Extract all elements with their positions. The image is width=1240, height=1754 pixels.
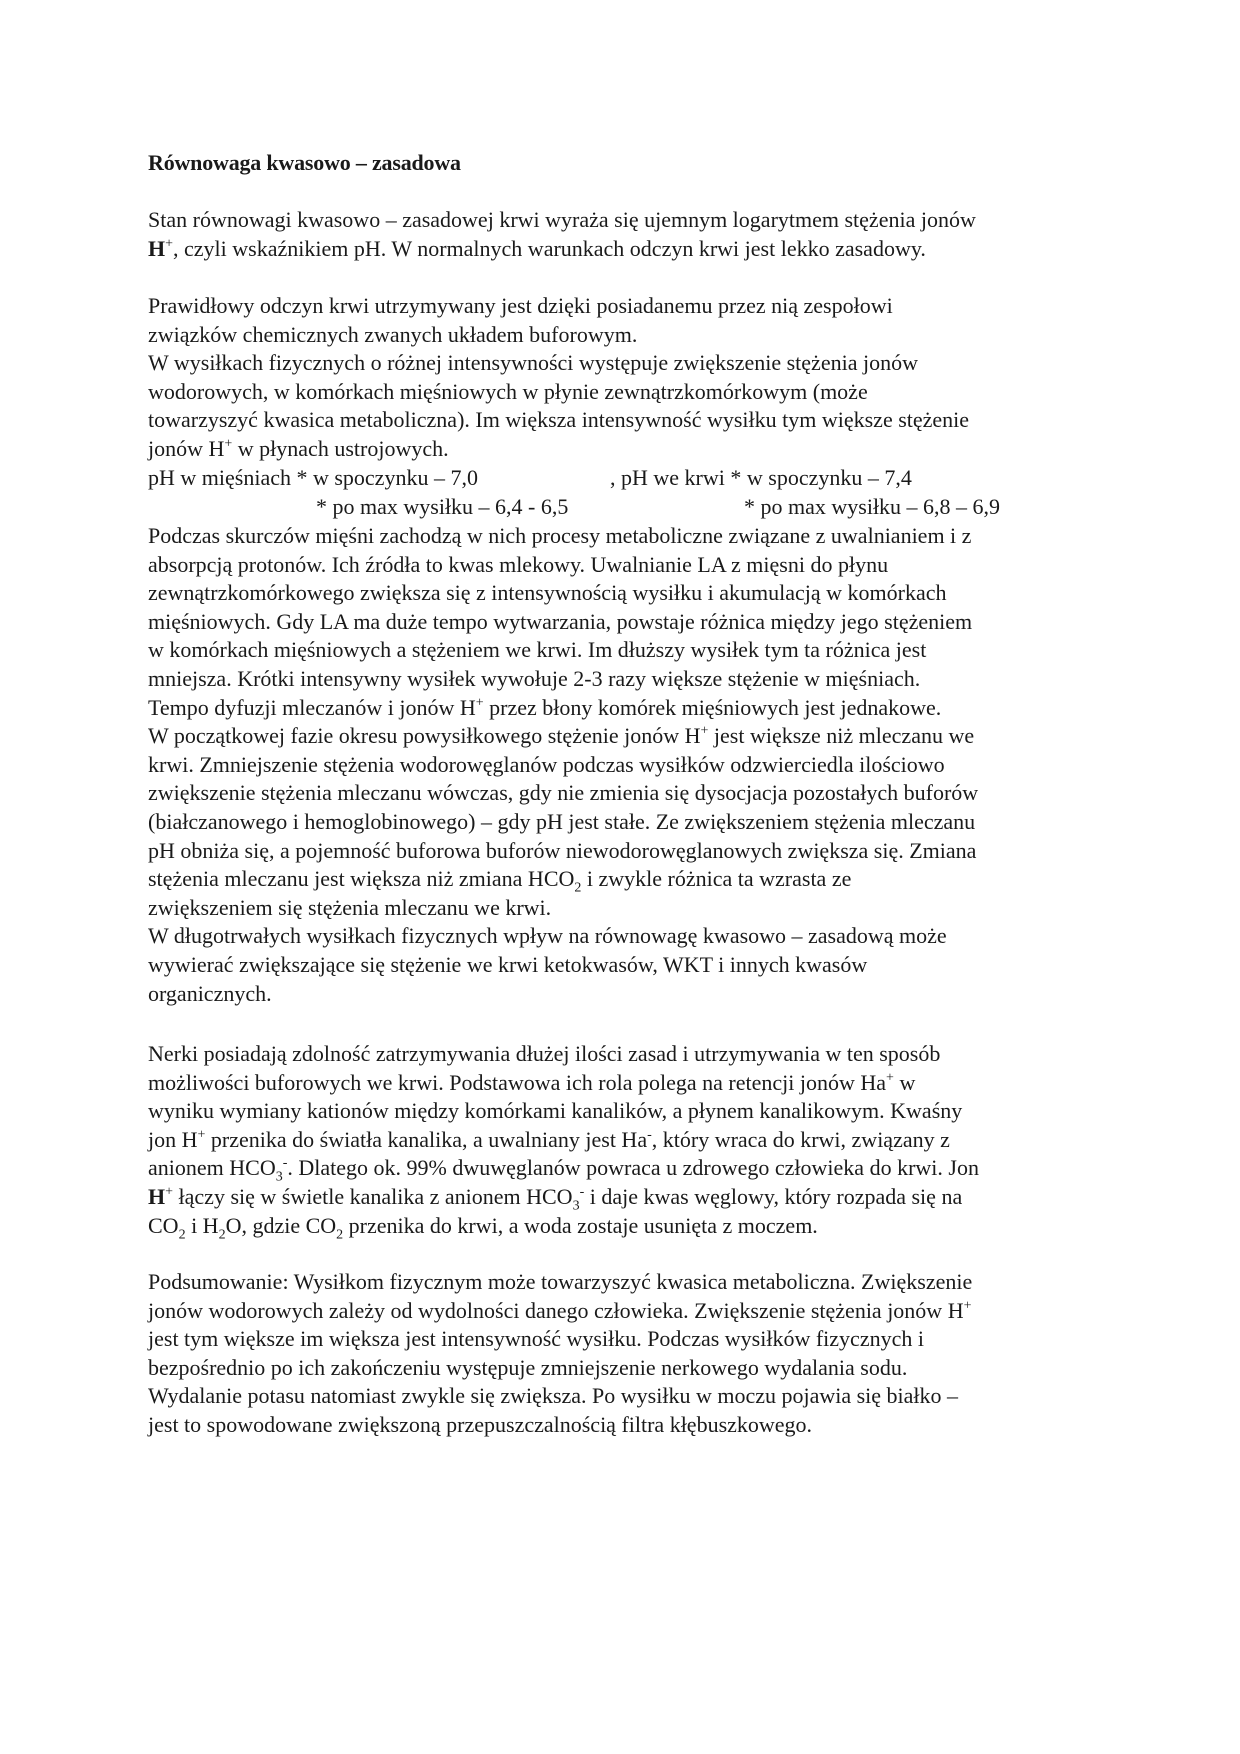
text-run: W początkowej fazie okresu powysiłkowego stężenie jonów H	[148, 723, 701, 749]
text-run: jon H	[148, 1126, 198, 1152]
subscript: 3	[572, 1198, 580, 1214]
text-run: łączy się w świetle kanalika z anionem HCO	[173, 1183, 573, 1209]
text-run: jonów wodorowych zależy od wydolności danego człowieka. Zwiększenie stężenia jonów H	[148, 1297, 964, 1323]
text-line: krwi. Zmniejszenie stężenia wodorowęglanów podczas wysiłków odzwierciedla ilościowo	[148, 751, 945, 777]
paragraph-muscle	[148, 522, 1098, 1008]
text-line: pH obniża się, a pojemność buforowa buforów niewodorowęglanowych zwiększa się. Zmiana	[148, 837, 977, 863]
text-line: Nerki posiadają zdolność zatrzymywania dłużej ilości zasad i utrzymywania w ten sposób	[148, 1041, 941, 1066]
text-line: (białczanowego i hemoglobinowego) – gdy pH jest stałe. Ze zwiększeniem stężenia mleczanu	[148, 808, 976, 834]
text-run: w płynach ustrojowych.	[232, 435, 449, 461]
text-line: jest tym większe im większa jest intensywność wysiłku. Podczas wysiłków fizycznych i	[148, 1326, 924, 1352]
superscript: -	[579, 1184, 585, 1200]
subscript: 2	[336, 1226, 344, 1242]
ph-muscle-rest: pH w mięśniach * w spoczynku – 7,0	[148, 465, 478, 490]
superscript: +	[224, 436, 233, 452]
text-line: W długotrwałych wysiłkach fizycznych wpływ na równowagę kwasowo – zasadową może	[148, 923, 947, 949]
text-run: jest większe niż mleczanu we	[708, 723, 975, 749]
text-run: . Dlatego ok. 99% dwuwęglanów powraca u zdrowego człowieka do krwi. Jon	[287, 1155, 979, 1181]
text-run: i daje kwas węglowy, który rozpada się na	[584, 1183, 963, 1209]
text-line: jest to spowodowane zwiększoną przepuszczalnością filtra kłębuszkowego.	[148, 1411, 813, 1437]
ion-symbol: H	[148, 1183, 166, 1209]
paragraph-summary	[148, 1268, 1098, 1440]
text-line: Podczas skurczów mięśni zachodzą w nich procesy metaboliczne związane z uwalnianiem i z	[148, 523, 972, 548]
text-line	[148, 1212, 1098, 1241]
text-run: , który wraca do krwi, związany z	[651, 1126, 950, 1152]
ph-blood-max: * po max wysiłku – 6,8 – 6,9	[744, 494, 1001, 519]
text-run: przenika do światła kanalika, a uwalniany jest Ha	[205, 1126, 648, 1152]
subscript: 2	[574, 880, 582, 896]
ph-blood-rest: , pH we krwi * w spoczynku – 7,4	[610, 465, 912, 490]
text-line: zwiększenie stężenia mleczanu wówczas, gdy nie zmienia się dysocjacja pozostałych buforów	[148, 780, 979, 806]
superscript: +	[700, 723, 709, 739]
subscript: 3	[275, 1169, 283, 1185]
text-run: przez błony komórek mięśniowych jest jednakowe.	[483, 694, 942, 720]
text-line: absorpcją protonów. Ich źródła to kwas mlekowy. Uwalnianie LA z mięsni do płynu	[148, 551, 889, 577]
ph-muscle-max: * po max wysiłku – 6,4 - 6,5	[316, 494, 569, 519]
text-line: Podsumowanie: Wysiłkom fizycznym może towarzyszyć kwasica metaboliczna. Zwiększenie	[148, 1269, 973, 1294]
superscript: +	[475, 695, 484, 711]
text-line	[148, 865, 1098, 894]
text-run: możliwości buforowych we krwi. Podstawowa ich rola polega na retencji jonów Ha	[148, 1069, 887, 1095]
text-line	[148, 1154, 1098, 1183]
text-line	[148, 1183, 1098, 1212]
text-line: wywierać zwiększające się stężenie we krwi ketokwasów, WKT i innych kwasów	[148, 951, 868, 977]
paragraph-intro	[148, 206, 1098, 263]
text-line: towarzyszyć kwasica metaboliczna). Im większa intensywność wysiłku tym większe stężenie	[148, 407, 970, 433]
text-line: Prawidłowy odczyn krwi utrzymywany jest dzięki posiadanemu przez nią zespołowi	[148, 293, 893, 318]
text-line: Stan równowagi kwasowo – zasadowej krwi wyraża się ujemnym logarytmem stężenia jonów	[148, 207, 976, 232]
text-run: CO	[148, 1212, 179, 1238]
superscript: -	[282, 1156, 288, 1172]
text-line	[148, 235, 1098, 264]
text-run: , czyli wskaźnikiem pH. W normalnych warunkach odczyn krwi jest lekko zasadowy.	[173, 235, 926, 261]
text-line: organicznych.	[148, 980, 272, 1006]
document-title: Równowaga kwasowo – zasadowa	[148, 150, 461, 175]
text-run: przenika do krwi, a woda zostaje usunięta z moczem.	[343, 1212, 818, 1238]
text-line: zwiększeniem się stężenia mleczanu we krwi.	[148, 894, 552, 920]
text-line: zewnątrzkomórkowego zwiększa się z intensywnością wysiłku i akumulacją w komórkach	[148, 580, 947, 606]
text-line: bezpośrednio po ich zakończeniu występuje zmniejszenie nerkowego wydalania sodu.	[148, 1354, 908, 1380]
text-line: związków chemicznych zwanych układem buforowym.	[148, 321, 638, 347]
superscript: +	[886, 1070, 894, 1086]
superscript: +	[197, 1127, 206, 1143]
text-line	[148, 1126, 1098, 1155]
text-line	[148, 1297, 1098, 1326]
subscript: 2	[178, 1226, 186, 1242]
text-line: wyniku wymiany kationów między komórkami kanalików, a płynem kanalikowym. Kwaśny	[148, 1098, 963, 1124]
superscript: +	[165, 1184, 174, 1200]
text-run: anionem HCO	[148, 1155, 276, 1181]
paragraph-buffer	[148, 292, 1098, 464]
text-line: mięśniowych. Gdy LA ma duże tempo wytwarzania, powstaje różnica między jego stężeniem	[148, 608, 973, 634]
text-run: i zwykle różnica ta wzrasta ze	[581, 866, 852, 892]
text-line: Wydalanie potasu natomiast zwykle się zwiększa. Po wysiłku w moczu pojawia się białko –	[148, 1383, 959, 1409]
text-line: wodorowych, w komórkach mięśniowych w płynie zewnątrzkomórkowym (może	[148, 378, 868, 404]
text-run: w	[893, 1069, 916, 1095]
text-run: O, gdzie CO	[225, 1212, 337, 1238]
text-line	[148, 1069, 1098, 1098]
text-line: w komórkach mięśniowych a stężeniem we krwi. Im dłuższy wysiłek tym ta różnica jest	[148, 637, 927, 663]
superscript: +	[963, 1298, 972, 1314]
superscript: +	[165, 236, 174, 252]
text-line: W wysiłkach fizycznych o różnej intensywności występuje zwiększenie stężenia jonów	[148, 350, 918, 376]
text-line: mniejsza. Krótki intensywny wysiłek wywołuje 2-3 razy większe stężenie w mięśniach.	[148, 665, 921, 691]
text-line	[148, 722, 1098, 751]
ion-symbol: H	[148, 235, 166, 261]
text-run: i H	[185, 1212, 219, 1238]
text-line	[148, 694, 1098, 723]
paragraph-kidneys	[148, 1040, 1098, 1240]
text-run: jonów H	[148, 435, 225, 461]
text-line	[148, 435, 1098, 464]
superscript: -	[647, 1127, 652, 1143]
subscript: 2	[218, 1226, 226, 1242]
text-run: Tempo dyfuzji mleczanów i jonów H	[148, 694, 476, 720]
text-run: stężenia mleczanu jest większa niż zmiana HCO	[148, 866, 575, 892]
